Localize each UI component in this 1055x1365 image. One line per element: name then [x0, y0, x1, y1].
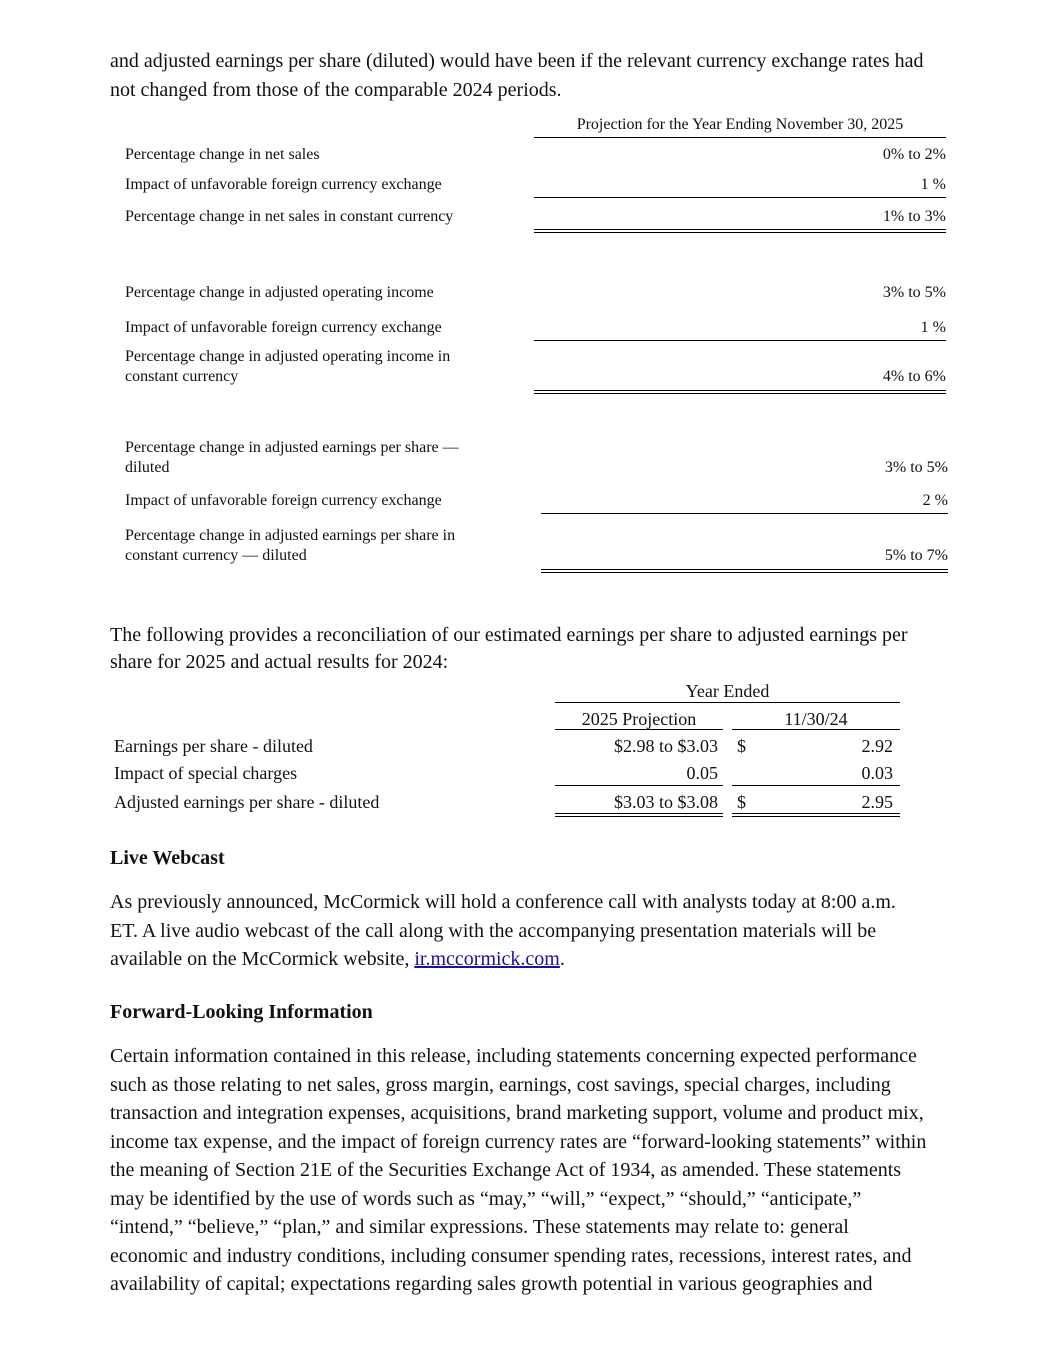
projection-header: Projection for the Year Ending November 30, 2025	[576, 116, 904, 133]
row-value: 3% to 5%	[882, 284, 946, 301]
recon-projection-value: $2.98 to $3.03	[613, 736, 718, 756]
forward-line: “intend,” “believe,” “plan,” and similar expressions. These statements may relate to: general	[110, 1216, 849, 1238]
forward-line: transaction and integration expenses, acquisitions, brand marketing support, volume and product mix,	[110, 1102, 924, 1124]
row-value: 2 %	[922, 492, 948, 509]
row-label: Percentage change in adjusted earnings per share in	[125, 527, 456, 544]
subtotal-rule	[534, 197, 946, 198]
header-rule	[534, 137, 946, 138]
webcast-line-3-prefix: available on the McCormick website,	[110, 948, 415, 970]
row-label: Percentage change in adjusted operating income in	[125, 348, 451, 365]
row-label: Impact of unfavorable foreign currency exchange	[125, 319, 442, 336]
row-label: Percentage change in net sales in constant currency	[125, 208, 454, 225]
ir-website-link[interactable]: ir.mccormick.com	[414, 948, 560, 970]
row-value: 5% to 7%	[884, 547, 948, 564]
total-double-rule	[534, 390, 946, 394]
col-header-rule	[732, 729, 900, 730]
year-ended-header: Year Ended	[685, 681, 770, 701]
recon-actual-value: 2.95	[861, 792, 893, 812]
row-label: Impact of unfavorable foreign currency exchange	[125, 176, 442, 193]
intro-line-1: and adjusted earnings per share (diluted) would have been if the relevant currency exchange rates had	[110, 50, 924, 72]
subtotal-rule	[732, 785, 900, 786]
subtotal-rule	[534, 340, 946, 341]
webcast-line-3	[110, 948, 565, 971]
group-header-rule	[555, 702, 900, 703]
recon-row-label: Impact of special charges	[114, 763, 298, 783]
recon-row-label: Adjusted earnings per share - diluted	[114, 792, 380, 812]
row-label: Percentage change in net sales	[125, 146, 320, 163]
webcast-line-2: ET. A live audio webcast of the call along with the accompanying presentation materials will be	[110, 920, 877, 942]
forward-line: availability of capital; expectations regarding sales growth potential in various geographies and	[110, 1273, 873, 1295]
forward-line: the meaning of Section 21E of the Securities Exchange Act of 1934, as amended. These statements	[110, 1159, 902, 1181]
currency-symbol: $	[737, 736, 746, 756]
row-value: 1 %	[920, 176, 946, 193]
row-value: 0% to 2%	[882, 146, 946, 163]
forward-looking-heading: Forward-Looking Information	[110, 1001, 373, 1023]
recon-intro-line-2: share for 2025 and actual results for 2024:	[110, 651, 449, 673]
intro-line-2: not changed from those of the comparable 2024 periods.	[110, 79, 562, 101]
row-label-cont: constant currency — diluted	[125, 547, 307, 564]
col-11-30-24: 11/30/24	[784, 709, 848, 729]
recon-projection-value: 0.05	[686, 763, 718, 783]
total-double-rule	[732, 813, 900, 817]
row-label: Percentage change in adjusted earnings per share —	[125, 439, 459, 456]
row-label-cont: constant currency	[125, 368, 239, 385]
forward-line: income tax expense, and the impact of foreign currency rates are “forward-looking statements” within	[110, 1131, 927, 1153]
total-double-rule	[534, 229, 946, 233]
subtotal-rule	[555, 785, 723, 786]
currency-symbol: $	[737, 792, 746, 812]
forward-line: Certain information contained in this release, including statements concerning expected performance	[110, 1045, 917, 1067]
forward-line: such as those relating to net sales, gross margin, earnings, cost savings, special charges, including	[110, 1074, 891, 1096]
total-double-rule	[555, 813, 723, 817]
recon-row-label: Earnings per share - diluted	[114, 736, 313, 756]
row-label-cont: diluted	[125, 459, 170, 476]
col-2025-projection: 2025 Projection	[581, 709, 697, 729]
live-webcast-heading: Live Webcast	[110, 847, 225, 869]
total-double-rule	[541, 569, 948, 573]
col-header-rule	[555, 729, 723, 730]
row-value: 4% to 6%	[882, 368, 946, 385]
recon-intro-line-1: The following provides a reconciliation of our estimated earnings per share to adjusted earnings per	[110, 624, 908, 646]
recon-projection-value: $3.03 to $3.08	[613, 792, 718, 812]
forward-line: economic and industry conditions, including consumer spending rates, recessions, interest rates, and	[110, 1245, 912, 1267]
recon-actual-value: 0.03	[861, 763, 893, 783]
row-label: Impact of unfavorable foreign currency exchange	[125, 492, 442, 509]
forward-line: may be identified by the use of words such as “may,” “will,” “expect,” “should,” “anticipate,”	[110, 1188, 862, 1210]
webcast-line-1: As previously announced, McCormick will hold a conference call with analysts today at 8:00 a.m.	[110, 891, 896, 913]
webcast-line-3-suffix: .	[559, 948, 565, 970]
recon-actual-value: 2.92	[861, 736, 893, 756]
row-value: 1% to 3%	[882, 208, 946, 225]
row-label: Percentage change in adjusted operating income	[125, 284, 434, 301]
subtotal-rule	[541, 513, 948, 514]
row-value: 1 %	[920, 319, 946, 336]
row-value: 3% to 5%	[884, 459, 948, 476]
